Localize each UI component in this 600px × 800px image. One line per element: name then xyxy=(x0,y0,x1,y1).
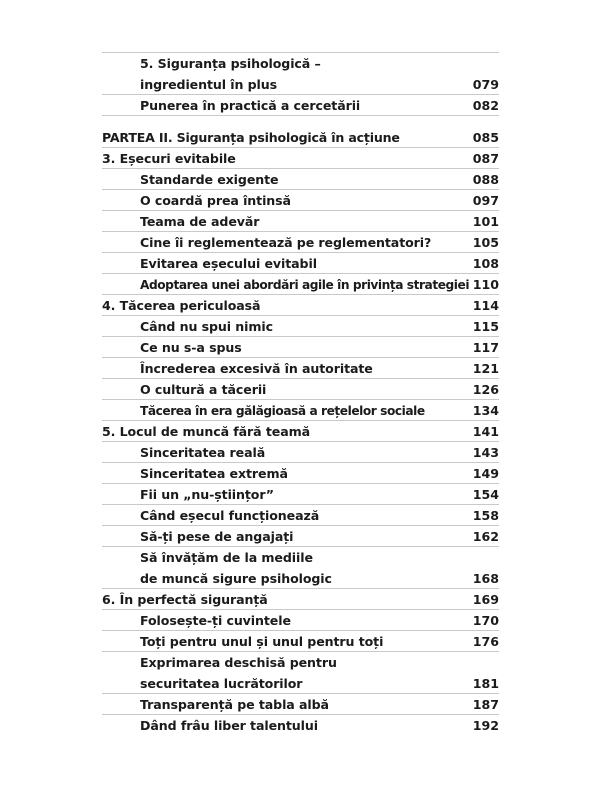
toc-entry xyxy=(102,357,499,378)
toc-entry-title: Folosește-ți cuvintele xyxy=(140,613,291,628)
toc-entry xyxy=(102,504,499,525)
toc-entry-title: Când nu spui nimic xyxy=(140,319,273,334)
toc-entry-title: Toți pentru unul și unul pentru toți xyxy=(140,634,384,649)
toc-chapter xyxy=(102,294,499,315)
toc-entry-page: 170 xyxy=(472,613,499,628)
toc-entry-title: Teama de adevăr xyxy=(140,214,260,229)
toc-chapter xyxy=(102,147,499,168)
toc-entry xyxy=(102,210,499,231)
toc-entry-title: PARTEA II. Siguranța psihologică în acțiune xyxy=(102,130,400,145)
toc-entry xyxy=(102,189,499,210)
toc-entry xyxy=(102,252,499,273)
toc-entry xyxy=(102,483,499,504)
toc-entry-title: Evitarea eșecului evitabil xyxy=(140,256,317,271)
toc-entry-title: Adoptarea unei abordări agile în privința strategiei xyxy=(140,278,470,292)
toc-entry-title: O coardă prea întinsă xyxy=(140,193,291,208)
toc-entry-page: 158 xyxy=(472,508,499,523)
table-of-contents xyxy=(102,52,499,735)
toc-entry xyxy=(102,273,499,294)
toc-entry-title: Să-ți pese de angajați xyxy=(140,529,294,544)
toc-entry xyxy=(102,651,499,672)
toc-entry-title: 5. Locul de muncă fără teamă xyxy=(102,424,311,439)
toc-entry xyxy=(102,672,499,693)
toc-entry xyxy=(102,399,499,420)
toc-entry-title: Transparență pe tabla albă xyxy=(140,697,329,712)
toc-entry xyxy=(102,462,499,483)
toc-entry-title: Tăcerea în era gălăgioasă a rețelelor sociale xyxy=(140,404,425,418)
toc-entry-title: de muncă sigure psihologic xyxy=(140,571,332,586)
toc-entry-page: 108 xyxy=(472,256,499,271)
toc-entry-title: 6. În perfectă siguranță xyxy=(102,592,268,607)
toc-entry-page: 181 xyxy=(472,676,499,691)
toc-chapter xyxy=(102,588,499,609)
toc-entry-page: 143 xyxy=(472,445,499,460)
toc-entry xyxy=(102,378,499,399)
toc-entry-title: Fii un „nu-științor” xyxy=(140,487,274,502)
toc-entry-title: Exprimarea deschisă pentru xyxy=(140,655,337,670)
toc-entry-page: 105 xyxy=(472,235,499,250)
toc-entry-page: 168 xyxy=(472,571,499,586)
toc-entry xyxy=(102,609,499,630)
toc-entry xyxy=(102,525,499,546)
toc-entry-title: ingredientul în plus xyxy=(140,77,278,92)
toc-entry-page: 176 xyxy=(472,634,499,649)
toc-entry xyxy=(102,168,499,189)
toc-entry xyxy=(102,714,499,735)
toc-entry-page: 162 xyxy=(472,529,499,544)
toc-entry-title: 5. Siguranța psihologică – xyxy=(140,56,321,71)
toc-entry-title: Să învățăm de la mediile xyxy=(140,550,313,565)
toc-entry-page: 169 xyxy=(472,592,499,607)
toc-entry-title: O cultură a tăcerii xyxy=(140,382,267,397)
toc-entry-title: 4. Tăcerea periculoasă xyxy=(102,298,261,313)
toc-entry-page: 121 xyxy=(472,361,499,376)
toc-entry-title: Cine îi reglementează pe reglementatori? xyxy=(140,235,432,250)
toc-entry-title: Standarde exigente xyxy=(140,172,279,187)
toc-entry-title: securitatea lucrătorilor xyxy=(140,676,303,691)
toc-entry-page: 079 xyxy=(472,77,499,92)
toc-entry-title: Punerea în practică a cercetării xyxy=(140,98,361,113)
toc-entry xyxy=(102,73,499,94)
toc-entry-page: 082 xyxy=(472,98,499,113)
toc-entry xyxy=(102,52,499,73)
toc-entry xyxy=(102,315,499,336)
toc-entry-page: 126 xyxy=(472,382,499,397)
toc-entry xyxy=(102,630,499,651)
toc-entry xyxy=(102,546,499,567)
toc-entry-page: 110 xyxy=(472,277,499,292)
toc-entry-page: 154 xyxy=(472,487,499,502)
toc-entry-page: 114 xyxy=(472,298,499,313)
toc-entry-page: 117 xyxy=(472,340,499,355)
toc-entry-page: 141 xyxy=(472,424,499,439)
toc-entry-page: 192 xyxy=(472,718,499,733)
toc-entry xyxy=(102,567,499,588)
toc-entry-page: 187 xyxy=(472,697,499,712)
toc-entry-title: Sinceritatea reală xyxy=(140,445,266,460)
toc-entry xyxy=(102,441,499,462)
toc-entry xyxy=(102,231,499,252)
toc-entry-title: Dând frâu liber talentului xyxy=(140,718,318,733)
toc-entry-page: 087 xyxy=(472,151,499,166)
toc-entry-title: Încrederea excesivă în autoritate xyxy=(140,361,373,376)
toc-entry-page: 088 xyxy=(472,172,499,187)
toc-entry-page: 134 xyxy=(472,403,499,418)
toc-entry-page: 149 xyxy=(472,466,499,481)
toc-entry xyxy=(102,693,499,714)
toc-entry-title: Când eșecul funcționează xyxy=(140,508,320,523)
toc-entry-title: Sinceritatea extremă xyxy=(140,466,288,481)
toc-part-heading xyxy=(102,115,499,147)
toc-entry-title: Ce nu s-a spus xyxy=(140,340,242,355)
toc-chapter xyxy=(102,420,499,441)
toc-entry xyxy=(102,94,499,115)
toc-entry-title: 3. Eșecuri evitabile xyxy=(102,151,236,166)
toc-entry-page: 097 xyxy=(472,193,499,208)
toc-entry xyxy=(102,336,499,357)
toc-entry-page: 085 xyxy=(472,130,499,145)
toc-entry-page: 101 xyxy=(472,214,499,229)
toc-entry-page: 115 xyxy=(472,319,499,334)
